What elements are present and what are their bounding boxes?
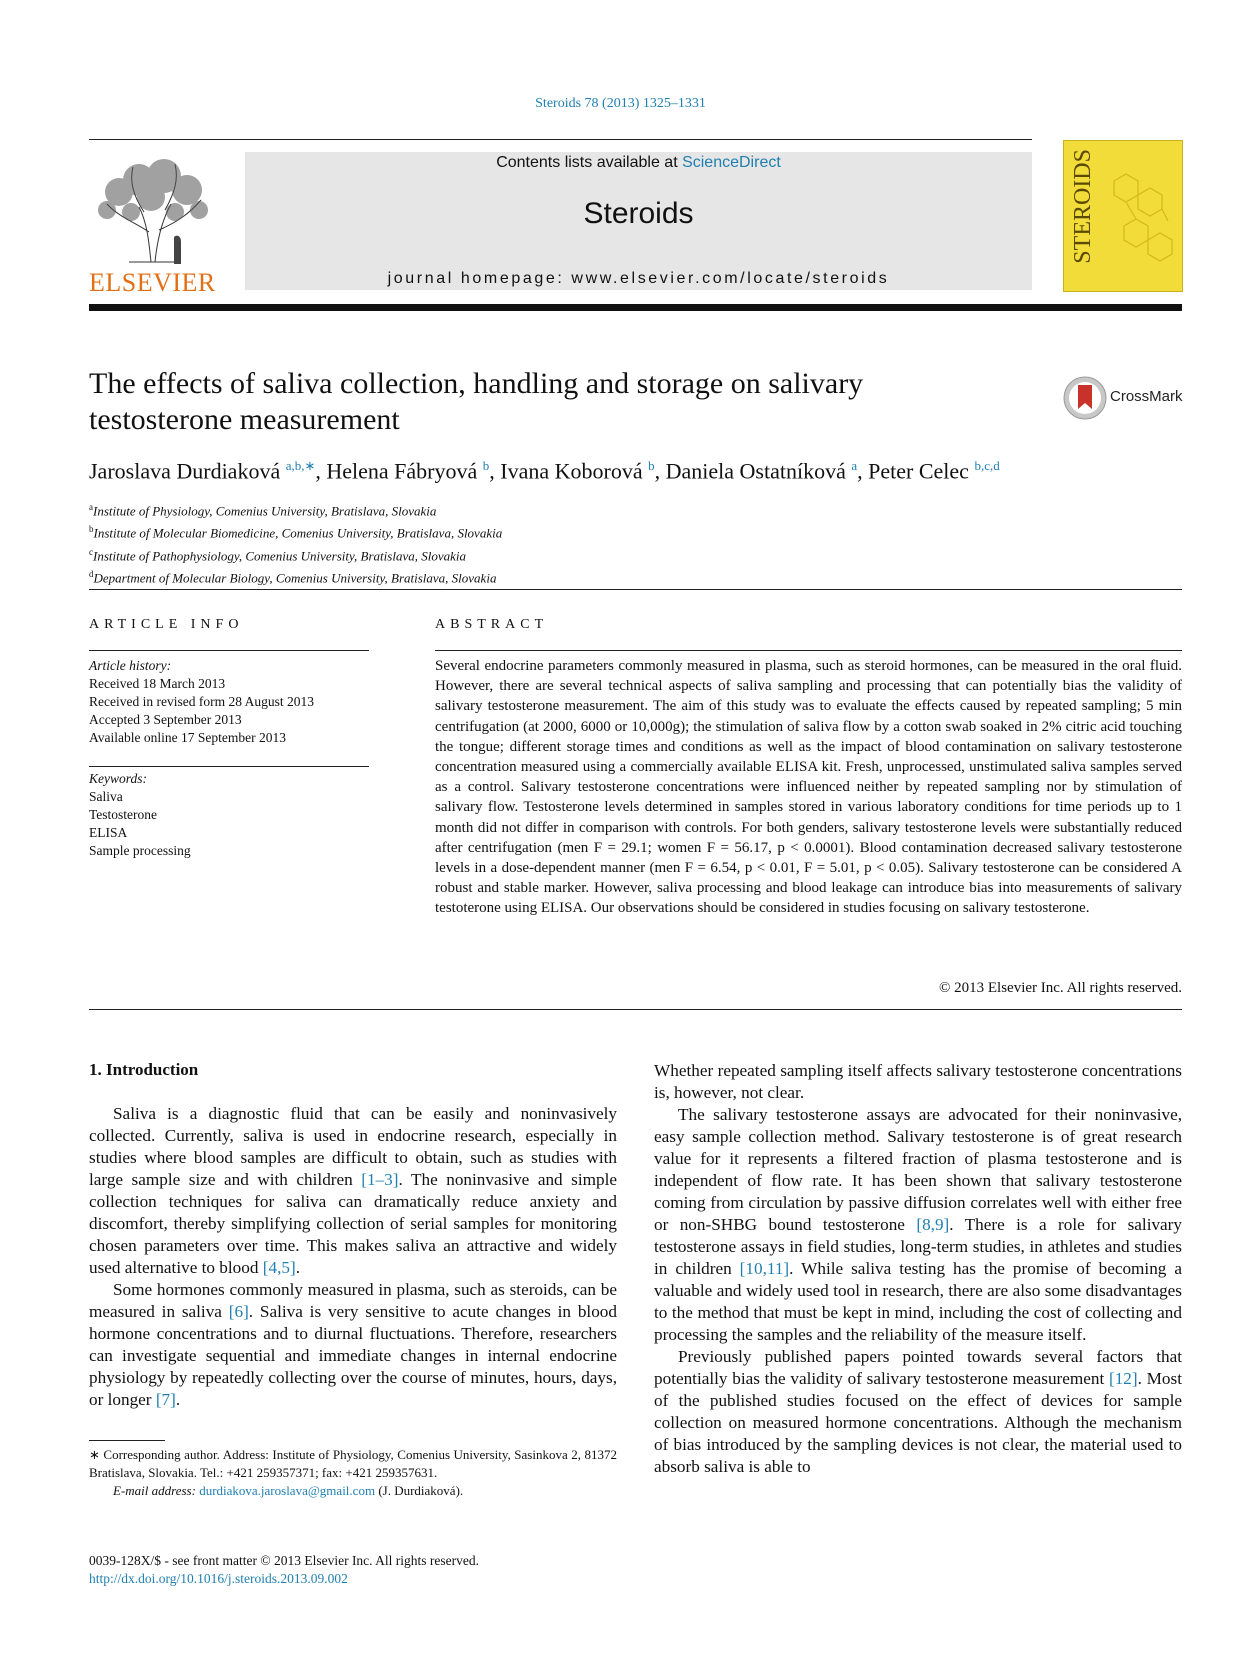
affiliation [89, 498, 502, 520]
email-label: E-mail address: [113, 1483, 200, 1498]
reference-link[interactable]: [12] [1108, 1369, 1138, 1388]
history-item: Available online 17 September 2013 [89, 730, 286, 745]
author-name[interactable]: Daniela Ostatníková [665, 458, 846, 484]
paragraph-text: Whether repeated sampling itself affects salivary testosterone concentrations is, however, not clear. [654, 1061, 1182, 1102]
paragraph-text: . The noninvasive and simple collection techniques for saliva can dramatically reduce anxiety and discomfort, thereby simplifying collection of serial samples for monitoring chosen parameters over time. This makes saliva an attractive and widely used alternative to blood [89, 1170, 617, 1277]
reference-link[interactable]: [4,5] [262, 1258, 296, 1277]
affiliation-text: Institute of Pathophysiology, Comenius University, Bratislava, Slovakia [93, 547, 466, 563]
history-item: Accepted 3 September 2013 [89, 712, 242, 727]
author-affiliation-mark[interactable]: b [648, 458, 655, 473]
header-thick-rule [89, 304, 1182, 311]
author-name[interactable]: Peter Celec [868, 458, 969, 484]
section-rule [89, 1009, 1182, 1010]
journal-name: Steroids [583, 197, 694, 230]
author-name[interactable]: Helena Fábryová [326, 458, 478, 484]
article-info-rule [89, 650, 369, 651]
keyword-item: Testosterone [89, 807, 158, 822]
footnote [89, 1446, 617, 1500]
footnote-rule [89, 1440, 165, 1441]
journal-homepage[interactable]: journal homepage: www.elsevier.com/locate/steroids [387, 270, 890, 287]
author-name[interactable]: Ivana Koborová [500, 458, 643, 484]
keyword-item: ELISA [89, 825, 128, 840]
keywords-rule [89, 766, 369, 767]
author-affiliation-mark[interactable]: b [482, 458, 490, 473]
body-paragraph [89, 1103, 617, 1279]
abstract-copyright: © 2013 Elsevier Inc. All rights reserved. [938, 980, 1182, 996]
author-affiliation-mark[interactable]: a,b,∗ [285, 458, 316, 473]
affiliation-text: Institute of Molecular Biomedicine, Comenius University, Bratislava, Slovakia [93, 525, 503, 541]
body-paragraph [89, 1279, 617, 1411]
email-line [89, 1482, 617, 1500]
affiliation-text: Institute of Physiology, Comenius University, Bratislava, Slovakia [93, 503, 437, 519]
article-title-line: The effects of saliva collection, handling and storage on salivary [89, 367, 864, 400]
crossmark-icon[interactable] [1062, 375, 1108, 421]
author-affiliation-mark[interactable]: a [851, 458, 858, 473]
paragraph-text: . Most of the published studies focused on the effect of devices for sample collection on measured hormone concentrations. Although the mechanism of bias introduced by the sampling devices is not clear, the material used to absorb saliva is able to [654, 1369, 1182, 1476]
contents-prefix: Contents lists available at [496, 154, 683, 171]
history-heading: Article history: [89, 658, 172, 673]
reference-link[interactable]: [1–3] [361, 1170, 399, 1189]
author-affiliation-mark[interactable]: b,c,d [974, 458, 1000, 473]
section-rule [89, 589, 1182, 590]
paragraph-text: Some hormones commonly measured in plasma, such as steroids, can be measured in saliva [89, 1280, 617, 1321]
cover-title: STEROIDS [1070, 149, 1096, 264]
paragraph-text: . While saliva testing has the promise of becoming a valuable and widely used tool in research, there are also some disadvantages to the method that must be kept in mind, including the cost of collecting and processing the samples and the reliability of the measure itself. [654, 1259, 1182, 1344]
doi-link[interactable]: http://dx.doi.org/10.1016/j.steroids.2013.09.002 [89, 1571, 348, 1586]
affiliation-mark: b [89, 524, 94, 535]
affiliation [89, 543, 502, 565]
intro-heading: 1. Introduction [89, 1060, 199, 1079]
paragraph-text: . There is a role for salivary testosterone assays in field studies, long-term studies, in athletes and studies in children [654, 1215, 1183, 1278]
affiliation [89, 565, 502, 587]
body-paragraph [654, 1060, 1182, 1104]
affiliation-list [89, 498, 502, 587]
author-separator: , [654, 458, 666, 484]
body-paragraph [654, 1104, 1182, 1346]
author-name[interactable]: Jaroslava Durdiaková [89, 458, 281, 484]
issn-line: 0039-128X/$ - see front matter © 2013 Elsevier Inc. All rights reserved. [89, 1553, 480, 1568]
contents-line [245, 154, 1032, 172]
affiliation-mark: c [89, 546, 93, 557]
history-item: Received 18 March 2013 [89, 676, 226, 691]
affiliation [89, 520, 502, 542]
affiliation-text: Department of Molecular Biology, Comenius University, Bratislava, Slovakia [93, 570, 497, 586]
keyword-item: Saliva [89, 789, 123, 804]
author-list [89, 458, 1189, 484]
body-paragraph [654, 1346, 1182, 1478]
elsevier-wordmark: ELSEVIER [89, 268, 216, 297]
paragraph-text: The salivary testosterone assays are advocated for their noninvasive, easy sample collection method. Salivary testosterone is of great research value for it represents a filtered fraction of plasma testosterone and is independent of flow rate. It has been shown that salivary testosterone coming from circulation by passive diffusion correlates well with either free or non-SHBG bound testosterone [654, 1105, 1182, 1234]
paragraph-text: Saliva is a diagnostic fluid that can be easily and noninvasively collected. Currently, saliva is used in endocrine research, especially in studies where blood samples are difficult to obtain, such as studies with large sample size and with children [89, 1104, 617, 1189]
email-suffix: (J. Durdiaková). [375, 1483, 464, 1498]
paragraph-text: . [175, 1390, 181, 1409]
body-column-right [654, 1060, 1182, 1478]
author-separator: , [857, 458, 869, 484]
affiliation-mark: a [89, 502, 93, 512]
paragraph-text: Previously published papers pointed towards several factors that potentially bias the validity of salivary testosterone measurement [654, 1347, 1182, 1388]
reference-link[interactable]: [8,9] [916, 1215, 950, 1234]
affiliation-mark: d [89, 568, 94, 579]
email-link[interactable]: durdiakova.jaroslava@gmail.com [199, 1483, 376, 1498]
reference-link[interactable]: [7] [155, 1390, 176, 1409]
reference-link[interactable]: [10,11] [739, 1259, 790, 1278]
abstract-text: Several endocrine parameters commonly measured in plasma, such as steroid hormones, can be measured in the oral fluid. However, there are several technical aspects of saliva sampling and processing that can potentially bias the validity of salivary testosterone measurement. The aim of this study was to evaluate the effects caused by repeated sampling; 5 min centrifugation (at 2000, 6000 or 10,000g); the stimulation of saliva flow by a cotton swab soaked in 2% citric acid touching the tongue; different storage times and conditions as well as the impact of blood contamination on salivary testosterone concentration measured using a commercially available ELISA kit. Fresh, unprocessed, unstimulated saliva samples served as a control. Salivary testosterone concentrations were influenced neither by repeated sampling nor by stimulation of salivary flow. Testosterone levels determined in samples stored in various laboratory conditions for time periods up to 1 month did not differ in comparison with controls. For both genders, salivary testosterone levels were substantially reduced after centrifugation (men F = 29.1; women F = 56.17, p < 0.0001). Blood contamination decreased salivary testosterone levels in a dose-dependent manner (men F = 6.54, p < 0.01, F = 5.01, p < 0.05). Salivary testosterone can be considered A robust and stable marker. However, saliva processing and blood leakage can introduce bias into measurements of salivary testoterone using ELISA. Our observations should be considered in studies focusing on salivary testosterone. [435, 658, 1182, 917]
article-title [89, 366, 989, 438]
crossmark-label[interactable]: CrossMark [1110, 388, 1183, 405]
keywords-heading: Keywords: [89, 771, 147, 786]
reference-link[interactable]: [6] [228, 1302, 249, 1321]
keywords-block [89, 770, 191, 860]
corresponding-author-note: ∗ Corresponding author. Address: Institute of Physiology, Comenius University, Sasinkova 2, 81372 Bratislava, Slovakia. Tel.: +421 259357371; fax: +421 259357631. [89, 1447, 617, 1480]
keyword-item: Sample processing [89, 843, 191, 858]
sciencedirect-link[interactable]: ScienceDirect [682, 154, 781, 171]
paragraph-text: . [295, 1258, 300, 1277]
page-footer [89, 1552, 479, 1588]
author-separator: , [315, 458, 327, 484]
article-info-heading: ARTICLE INFO [89, 617, 244, 632]
article-title-line: testosterone measurement [89, 403, 400, 436]
abstract-rule [435, 650, 1182, 651]
molecule-pattern-icon [1064, 141, 1182, 291]
body-column-left [89, 1103, 617, 1411]
header-rule [89, 139, 1032, 140]
author-separator: , [489, 458, 501, 484]
abstract-heading: ABSTRACT [435, 617, 549, 632]
article-history [89, 657, 314, 747]
history-item: Received in revised form 28 August 2013 [89, 694, 314, 709]
paragraph-text: . Saliva is very sensitive to acute changes in blood hormone concentrations and to diurnal fluctuations. Therefore, researchers can investigate sequential and immediate changes in internal endocrine physiology by repeatedly collecting over the course of minutes, hours, days, or longer [89, 1302, 617, 1409]
journal-citation[interactable]: Steroids 78 (2013) 1325–1331 [535, 96, 706, 111]
journal-cover [1063, 140, 1183, 292]
